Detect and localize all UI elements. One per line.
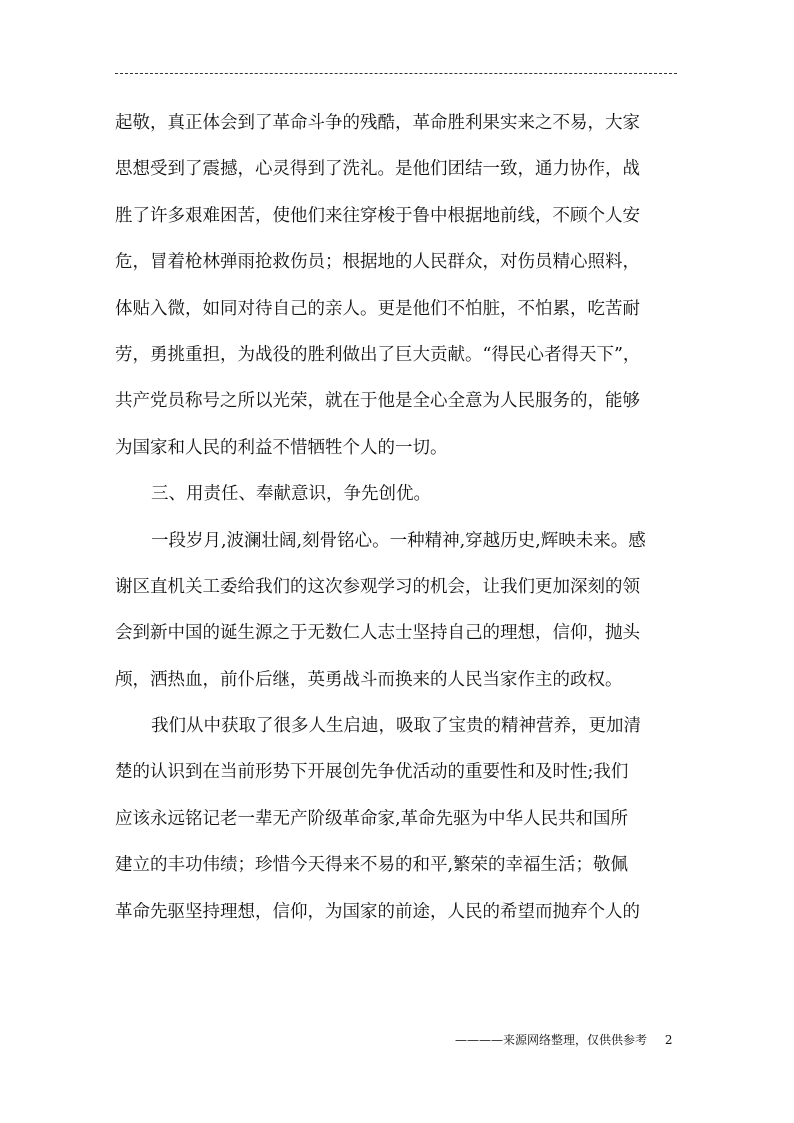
text-line-2: 思想受到了震撼，心灵得到了洗礼。是他们团结一致，通力协作，战 bbox=[115, 159, 640, 180]
page-footer bbox=[455, 1032, 672, 1048]
page-number: 2 bbox=[664, 1033, 673, 1047]
header-dashed-rule bbox=[115, 73, 677, 74]
text-line-10: 一段岁月,波澜壮阔,刻骨铭心。一种精神,穿越历史,辉映未来。感 bbox=[151, 530, 646, 551]
text-line-15: 楚的认识到在当前形势下开展创先争优活动的重要性和及时性;我们 bbox=[115, 762, 629, 783]
section-heading: 三、用责任、奉献意识，争先创优。 bbox=[151, 484, 431, 505]
text-line-14: 我们从中获取了很多人生启迪，吸取了宝贵的精神营养，更加清 bbox=[151, 716, 641, 737]
text-line-16: 应该永远铭记老一辈无产阶级革命家,革命先驱为中华人民共和国所 bbox=[115, 808, 629, 829]
text-line-1: 起敬，真正体会到了革命斗争的残酷，革命胜利果实来之不易，大家 bbox=[115, 113, 640, 133]
text-line-18: 革命先驱坚持理想，信仰，为国家的前途，人民的希望而抛弃个人的 bbox=[115, 901, 640, 922]
text-line-4: 危，冒着枪林弹雨抢救伤员；根据地的人民群众，对伤员精心照料， bbox=[115, 252, 640, 273]
text-line-3: 胜了许多艰难困苦，使他们来往穿梭于鲁中根据地前线，不顾个人安 bbox=[115, 205, 640, 226]
text-line-6: 劳，勇挑重担，为战役的胜利做出了巨大贡献。“得民心者得天下”， bbox=[115, 344, 641, 365]
footer-source-note: ————来源网络整理，仅供供参考 bbox=[455, 1033, 648, 1047]
text-line-5: 体贴入微，如同对待自己的亲人。更是他们不怕脏，不怕累，吃苦耐 bbox=[115, 298, 640, 319]
text-line-13: 颅，洒热血，前仆后继，英勇战斗而换来的人民当家作主的政权。 bbox=[115, 669, 623, 690]
text-line-12: 会到新中国的诞生源之于无数仁人志士坚持自己的理想，信仰，抛头 bbox=[115, 623, 640, 644]
text-line-17: 建立的丰功伟绩；珍惜今天得来不易的和平,繁荣的幸福生活；敬佩 bbox=[115, 855, 629, 876]
text-line-8: 为国家和人民的利益不惜牺牲个人的一切。 bbox=[115, 437, 448, 458]
text-line-11: 谢区直机关工委给我们的这次参观学习的机会，让我们更加深刻的领 bbox=[115, 576, 640, 597]
text-line-7: 共产党员称号之所以光荣，就在于他是全心全意为人民服务的，能够 bbox=[115, 391, 640, 412]
document-body bbox=[115, 100, 680, 935]
